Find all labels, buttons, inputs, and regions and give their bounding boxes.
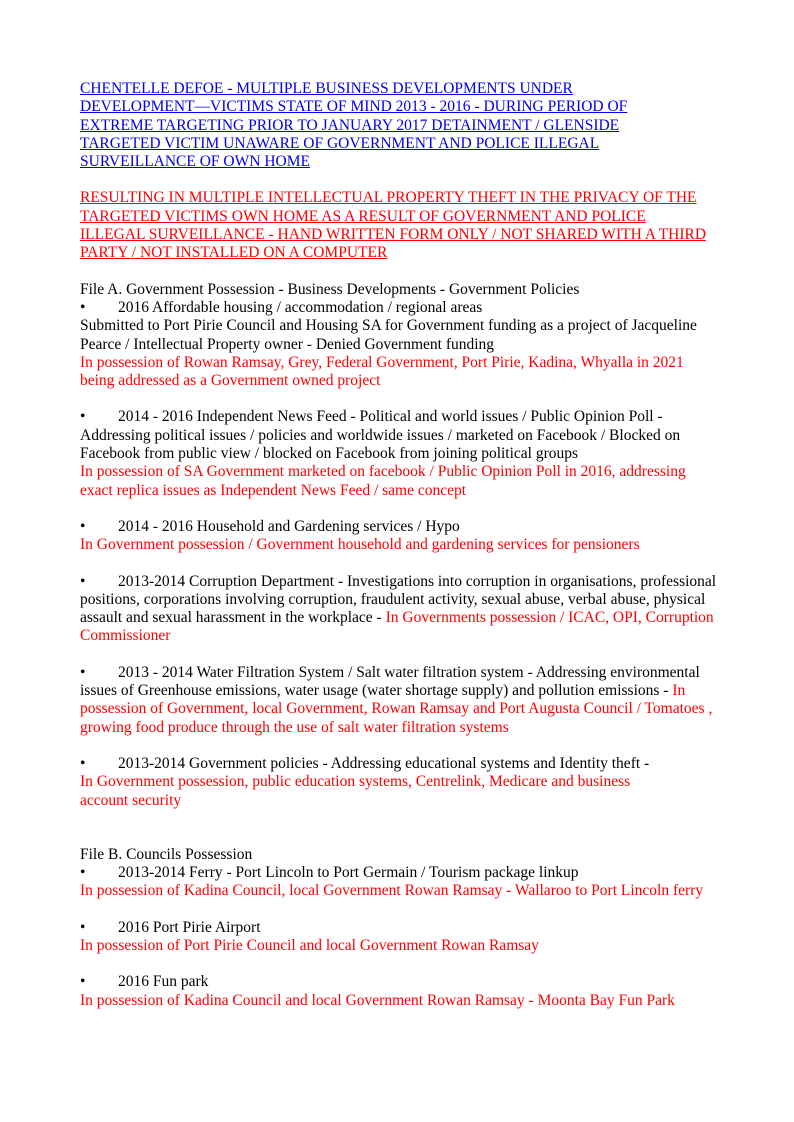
item-possession-note: In possession of Kadina Council, local Government Rowan Ramsay - Wallaroo to Port Lincoln ferry: [80, 882, 704, 900]
file-a-item: [80, 755, 720, 810]
item-heading: 2014 - 2016 Household and Gardening services / Hypo: [118, 517, 460, 535]
file-a-item: [80, 408, 720, 499]
subtitle-heading-text: RESULTING IN MULTIPLE INTELLECTUAL PROPERTY THEFT IN THE PRIVACY OF THE TARGETED VICTIMS OWN HOME AS A RESULT OF GOVERNMENT AND POLICE ILLEGAL SURVEILLANCE - HAND WRITTEN FORM ONLY / NOT SHARED WITH A THIRD PARTY / NOT INSTALLED ON A COMPUTER: [80, 189, 707, 262]
file-b-title: File B. Councils Possession: [80, 845, 253, 863]
file-b-item: [80, 864, 720, 901]
item-possession-note: In Government possession / Government household and gardening services for pensioners: [80, 536, 640, 554]
item-possession-note: In possession of Government, local Government, Rowan Ramsay and Port Augusta Council / Tomatoes , growing food produce through the use of salt water filtration systems: [80, 682, 713, 736]
item-heading: 2013 - 2014 Water Filtration System / Salt water filtration system - Addressing environmental issues of Greenhouse emissions, water usage (water shortage supply) and pollution emissions -: [80, 663, 700, 700]
item-heading: 2013-2014 Ferry - Port Lincoln to Port Germain / Tourism package linkup: [118, 864, 579, 882]
item-heading: 2016 Affordable housing / accommodation / regional areas: [118, 298, 483, 316]
file-a-title: File A. Government Possession - Business Developments - Government Policies: [80, 280, 580, 298]
bullet-icon: •: [80, 408, 86, 426]
bullet-icon: •: [80, 517, 86, 535]
title-heading-link[interactable]: [80, 80, 680, 171]
item-possession-note: In possession of SA Government marketed on facebook / Public Opinion Poll in 2016, addressing exact replica issues as Independent News Feed / same concept: [80, 463, 686, 499]
item-body: Submitted to Port Pirie Council and Housing SA for Government funding as a project of Jacqueline Pearce / Intellectual Property owner - Denied Government funding: [80, 317, 697, 353]
bullet-icon: •: [80, 298, 86, 316]
bullet-icon: •: [80, 918, 86, 936]
bullet-icon: •: [80, 663, 86, 681]
item-heading: 2016 Port Pirie Airport: [118, 918, 261, 936]
item-possession-note: In possession of Rowan Ramsay, Grey, Federal Government, Port Pirie, Kadina, Whyalla in 2021 being addressed as a Government owned project: [80, 353, 684, 390]
item-possession-note: In possession of Port Pirie Council and local Government Rowan Ramsay: [80, 936, 539, 954]
file-b-item: [80, 973, 720, 1010]
file-a-item: [80, 299, 720, 390]
bullet-icon: •: [80, 864, 86, 882]
file-b-item: [80, 919, 720, 956]
bullet-icon: •: [80, 754, 86, 772]
item-possession-note: In Government possession, public education systems, Centrelink, Medicare and business account security: [80, 773, 631, 809]
file-a-item: [80, 664, 720, 737]
item-heading: 2013-2014 Corruption Department - Investigations into corruption in organisations, professional positions, corporations involving corruption, fraudulent activity, sexual abuse, verbal abuse, physical assault and sexual harassment in the workplace -: [80, 572, 717, 627]
item-heading: 2014 - 2016 Independent News Feed - Political and world issues / Public Opinion Poll - Addressing political issues / policies and worldwide issues / marketed on Facebook / Blocked on Facebook from public view / blocked on Facebook from joining political groups: [80, 408, 681, 463]
bullet-icon: •: [80, 973, 86, 991]
file-a-item: [80, 518, 720, 555]
item-possession-note: In Governments possession / ICAC, OPI, Corruption Commissioner: [80, 609, 714, 645]
file-a-item: [80, 573, 720, 646]
subtitle-heading: [80, 189, 710, 262]
bullet-icon: •: [80, 572, 86, 590]
item-heading: 2013-2014 Government policies - Addressing educational systems and Identity theft -: [118, 754, 650, 772]
title-heading-text: CHENTELLE DEFOE - MULTIPLE BUSINESS DEVELOPMENTS UNDER DEVELOPMENT—VICTIMS STATE OF MIND 2013 - 2016 - DURING PERIOD OF EXTREME TARGETING PRIOR TO JANUARY 2017 DETAINMENT / GLENSIDE TARGETED VICTIM UNAWARE OF GOVERNMENT AND POLICE ILLEGAL SURVEILLANCE OF OWN HOME: [80, 80, 628, 171]
item-heading: 2016 Fun park: [118, 973, 209, 991]
document-page: [80, 80, 720, 1010]
item-possession-note: In possession of Kadina Council and local Government Rowan Ramsay - Moonta Bay Fun Park: [80, 991, 675, 1009]
